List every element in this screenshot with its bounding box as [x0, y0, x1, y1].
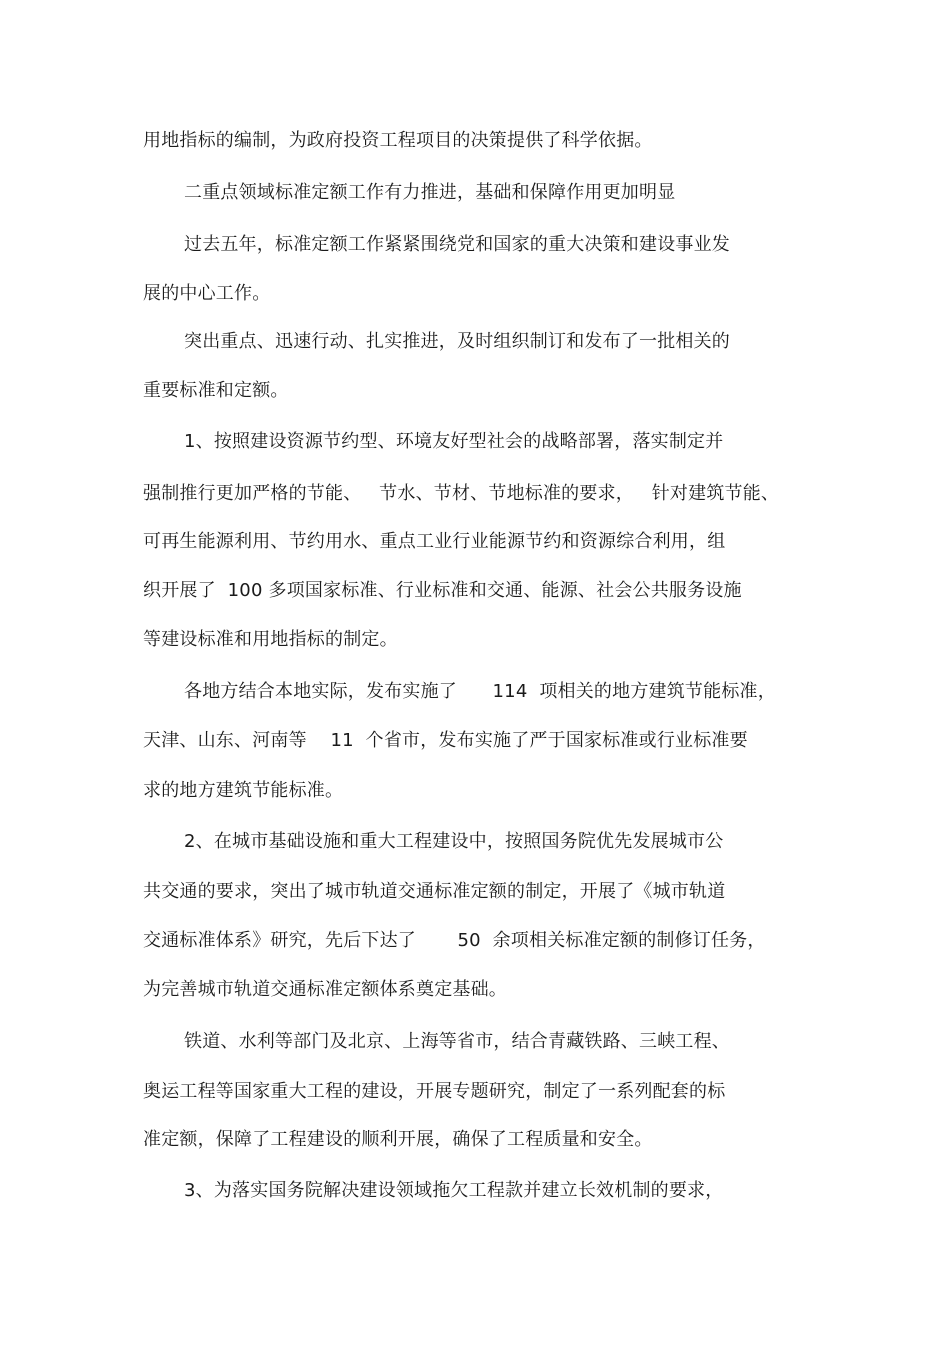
text-line: 为完善城市轨道交通标准定额体系奠定基础。: [143, 979, 507, 1000]
text-line: 交通标准体系》研究，先后下达了 50 余项相关标准定额的制修订任务，: [143, 930, 766, 951]
text-line: 用地指标的编制，为政府投资工程项目的决策提供了科学依据。: [143, 130, 653, 151]
text-line: 共交通的要求，突出了城市轨道交通标准定额的制定，开展了《城市轨道: [143, 881, 726, 902]
text-line: 重要标准和定额。: [143, 380, 289, 401]
text-line: 求的地方建筑节能标准。: [143, 780, 344, 801]
text-line: 突出重点、迅速行动、扎实推进，及时组织制订和发布了一批相关的: [184, 331, 730, 352]
text-line: 可再生能源利用、节约用水、重点工业行业能源节约和资源综合利用，组: [143, 531, 726, 552]
text-line: 等建设标准和用地指标的制定。: [143, 629, 398, 650]
text-line: 1、按照建设资源节约型、环境友好型社会的战略部署，落实制定并: [184, 431, 724, 452]
text-line: 2、在城市基础设施和重大工程建设中，按照国务院优先发展城市公: [184, 831, 724, 852]
section-heading: 二重点领域标准定额工作有力推进，基础和保障作用更加明显: [184, 182, 676, 203]
text-line: 过去五年，标准定额工作紧紧围绕党和国家的重大决策和建设事业发: [184, 234, 730, 255]
text-line: 天津、山东、河南等 11 个省市，发布实施了严于国家标准或行业标准要: [143, 730, 748, 751]
text-line: 奥运工程等国家重大工程的建设，开展专题研究，制定了一系列配套的标: [143, 1081, 726, 1102]
text-line: 强制推行更加严格的节能、 节水、节材、节地标准的要求， 针对建筑节能、: [143, 483, 780, 504]
text-line: 展的中心工作。: [143, 283, 271, 304]
text-line: 准定额，保障了工程建设的顺利开展，确保了工程质量和安全。: [143, 1129, 653, 1150]
text-line: 铁道、水利等部门及北京、上海等省市，结合青藏铁路、三峡工程、: [184, 1031, 730, 1052]
text-line: 各地方结合本地实际，发布实施了 114 项相关的地方建筑节能标准，: [184, 681, 776, 702]
text-line: 3、为落实国务院解决建设领域拖欠工程款并建立长效机制的要求，: [184, 1180, 724, 1201]
text-line: 织开展了 100 多项国家标准、行业标准和交通、能源、社会公共服务设施: [143, 580, 742, 601]
